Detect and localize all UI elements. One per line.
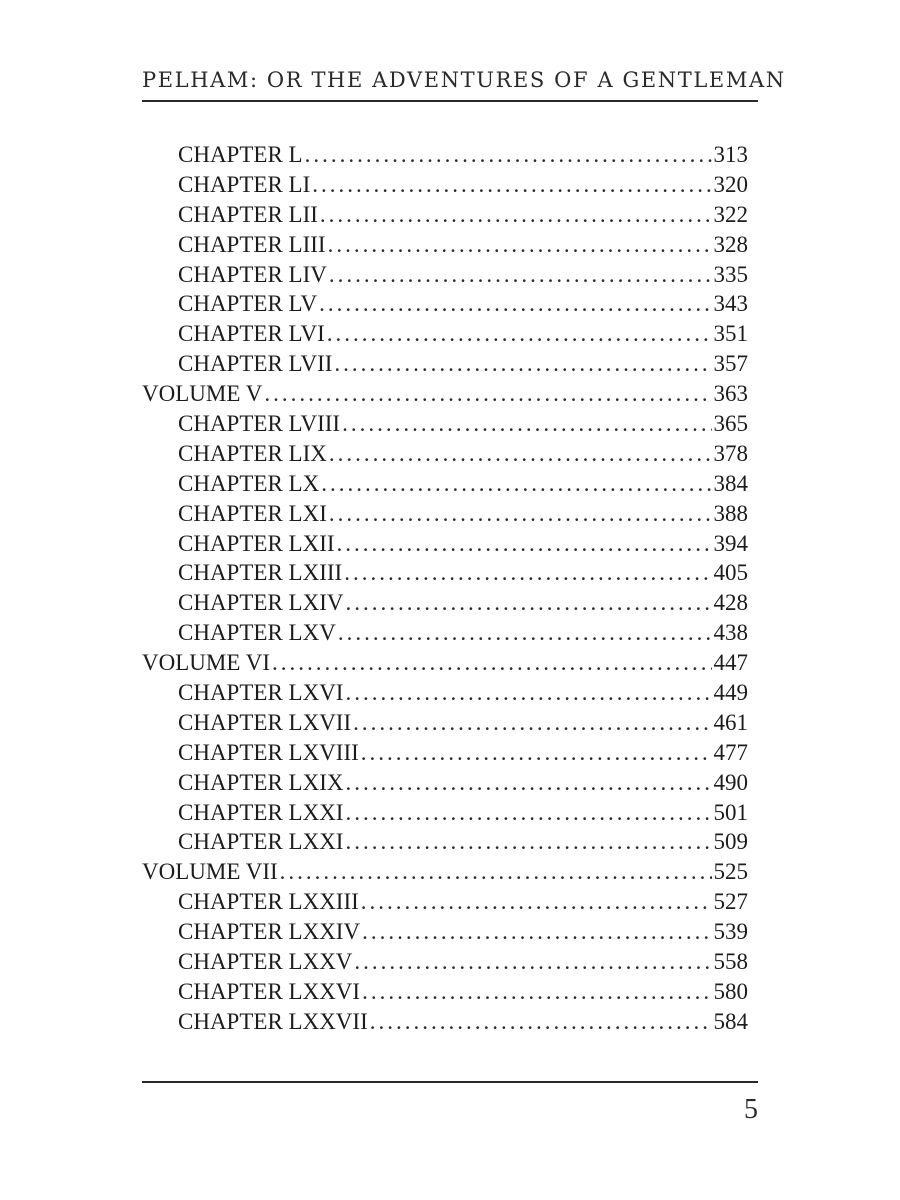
dot-leader [370, 1007, 712, 1037]
toc-chapter-entry[interactable] [142, 529, 748, 559]
toc-chapter-entry[interactable] [142, 200, 748, 230]
entry-title: CHAPTER LIX [178, 440, 327, 466]
dot-leader [361, 738, 712, 768]
dot-leader [362, 917, 711, 947]
dot-leader [345, 798, 711, 828]
dot-leader [319, 289, 711, 319]
toc-chapter-entry[interactable] [142, 439, 748, 469]
entry-page-number: 501 [713, 799, 748, 825]
toc-chapter-entry[interactable] [142, 768, 748, 798]
entry-title: CHAPTER LXV [178, 620, 336, 646]
entry-title: CHAPTER LXXI [178, 799, 344, 825]
dot-leader [345, 768, 711, 798]
entry-title: CHAPTER LXI [178, 500, 327, 526]
dot-leader [321, 469, 711, 499]
toc-chapter-entry[interactable] [142, 230, 748, 260]
entry-title: CHAPTER LV [178, 291, 318, 317]
dot-leader [329, 499, 712, 529]
toc-chapter-entry[interactable] [142, 469, 748, 499]
toc-chapter-entry[interactable] [142, 678, 748, 708]
entry-page-number: 378 [713, 440, 748, 466]
entry-title: CHAPTER LVII [178, 351, 333, 377]
dot-leader [345, 588, 711, 618]
entry-title: CHAPTER LVIII [178, 411, 341, 437]
entry-page-number: 363 [713, 381, 748, 407]
dot-leader [338, 618, 712, 648]
entry-page-number: 477 [713, 739, 748, 765]
entry-page-number: 447 [713, 650, 748, 676]
toc-chapter-entry[interactable] [142, 289, 748, 319]
dot-leader [327, 319, 712, 349]
toc-chapter-entry[interactable] [142, 319, 748, 349]
dot-leader [337, 529, 712, 559]
entry-page-number: 490 [713, 769, 748, 795]
entry-page-number: 461 [713, 709, 748, 735]
toc-chapter-entry[interactable] [142, 349, 748, 379]
dot-leader [272, 648, 712, 678]
entry-page-number: 525 [713, 859, 748, 885]
entry-page-number: 580 [713, 978, 748, 1004]
dot-leader [280, 857, 712, 887]
dot-leader [345, 827, 711, 857]
entry-title: VOLUME V [142, 381, 263, 407]
toc-chapter-entry[interactable] [142, 738, 748, 768]
dot-leader [342, 409, 711, 439]
entry-title: CHAPTER LXXI [178, 829, 344, 855]
entry-title: CHAPTER LXXVII [178, 1008, 368, 1034]
dot-leader [344, 558, 711, 588]
toc-chapter-entry[interactable] [142, 887, 748, 917]
entry-page-number: 405 [713, 560, 748, 586]
entry-page-number: 584 [713, 1008, 748, 1034]
dot-leader [328, 230, 712, 260]
entry-title: CHAPTER LXXVI [178, 978, 361, 1004]
toc-volume-entry[interactable] [142, 857, 748, 887]
entry-page-number: 394 [713, 530, 748, 556]
entry-page-number: 449 [713, 680, 748, 706]
entry-page-number: 328 [713, 231, 748, 257]
entry-page-number: 388 [713, 500, 748, 526]
toc-chapter-entry[interactable] [142, 499, 748, 529]
toc-chapter-entry[interactable] [142, 558, 748, 588]
entry-title: CHAPTER LX [178, 470, 320, 496]
entry-title: CHAPTER LXXV [178, 949, 353, 975]
entry-page-number: 357 [713, 351, 748, 377]
entry-title: CHAPTER LXIV [178, 590, 344, 616]
entry-title: VOLUME VI [142, 650, 270, 676]
entry-title: CHAPTER L [178, 142, 303, 167]
toc-chapter-entry[interactable] [142, 170, 748, 200]
entry-title: CHAPTER LXIX [178, 769, 344, 795]
entry-title: VOLUME VII [142, 859, 278, 885]
entry-title: CHAPTER LXVII [178, 709, 352, 735]
entry-page-number: 365 [713, 411, 748, 437]
book-title: PELHAM: OR THE ADVENTURES OF A GENTLEMAN [142, 68, 786, 92]
dot-leader [320, 200, 712, 230]
header-divider [142, 100, 758, 102]
toc-chapter-entry[interactable] [142, 588, 748, 618]
toc-chapter-entry[interactable] [142, 827, 748, 857]
entry-page-number: 509 [713, 829, 748, 855]
page-number: 5 [744, 1094, 758, 1125]
entry-title: CHAPTER LIV [178, 261, 327, 287]
toc-chapter-entry[interactable] [142, 140, 748, 170]
dot-leader [305, 140, 712, 170]
entry-title: CHAPTER LXVIII [178, 739, 359, 765]
entry-page-number: 320 [713, 171, 748, 197]
toc-chapter-entry[interactable] [142, 977, 748, 1007]
entry-title: CHAPTER LXVI [178, 680, 344, 706]
toc-chapter-entry[interactable] [142, 917, 748, 947]
entry-page-number: 539 [713, 919, 748, 945]
entry-page-number: 438 [713, 620, 748, 646]
toc-chapter-entry[interactable] [142, 618, 748, 648]
toc-chapter-entry[interactable] [142, 1007, 748, 1037]
entry-page-number: 384 [713, 470, 748, 496]
entry-page-number: 313 [713, 142, 748, 167]
entry-page-number: 558 [713, 949, 748, 975]
dot-leader [329, 439, 712, 469]
entry-page-number: 351 [713, 321, 748, 347]
table-of-contents [142, 140, 748, 1037]
toc-chapter-entry[interactable] [142, 260, 748, 290]
entry-title: CHAPTER LXXIV [178, 919, 361, 945]
entry-page-number: 343 [713, 291, 748, 317]
entry-title: CHAPTER LXXIII [178, 889, 359, 915]
toc-volume-entry[interactable] [142, 379, 748, 409]
toc-chapter-entry[interactable] [142, 409, 748, 439]
entry-title: CHAPTER LXII [178, 530, 335, 556]
entry-title: CHAPTER LI [178, 171, 311, 197]
entry-title: CHAPTER LVI [178, 321, 325, 347]
entry-title: CHAPTER LII [178, 201, 318, 227]
dot-leader [264, 379, 711, 409]
entry-page-number: 428 [713, 590, 748, 616]
toc-chapter-entry[interactable] [142, 947, 748, 977]
entry-title: CHAPTER LXIII [178, 560, 343, 586]
entry-title: CHAPTER LIII [178, 231, 326, 257]
footer-divider [142, 1081, 758, 1083]
dot-leader [329, 260, 712, 290]
entry-page-number: 527 [713, 889, 748, 915]
toc-chapter-entry[interactable] [142, 708, 748, 738]
dot-leader [361, 887, 712, 917]
toc-chapter-entry[interactable] [142, 798, 748, 828]
entry-page-number: 335 [713, 261, 748, 287]
dot-leader [334, 349, 711, 379]
dot-leader [312, 170, 711, 200]
dot-leader [345, 678, 711, 708]
dot-leader [354, 947, 711, 977]
dot-leader [362, 977, 711, 1007]
dot-leader [353, 708, 711, 738]
toc-volume-entry[interactable] [142, 648, 748, 678]
entry-page-number: 322 [713, 201, 748, 227]
